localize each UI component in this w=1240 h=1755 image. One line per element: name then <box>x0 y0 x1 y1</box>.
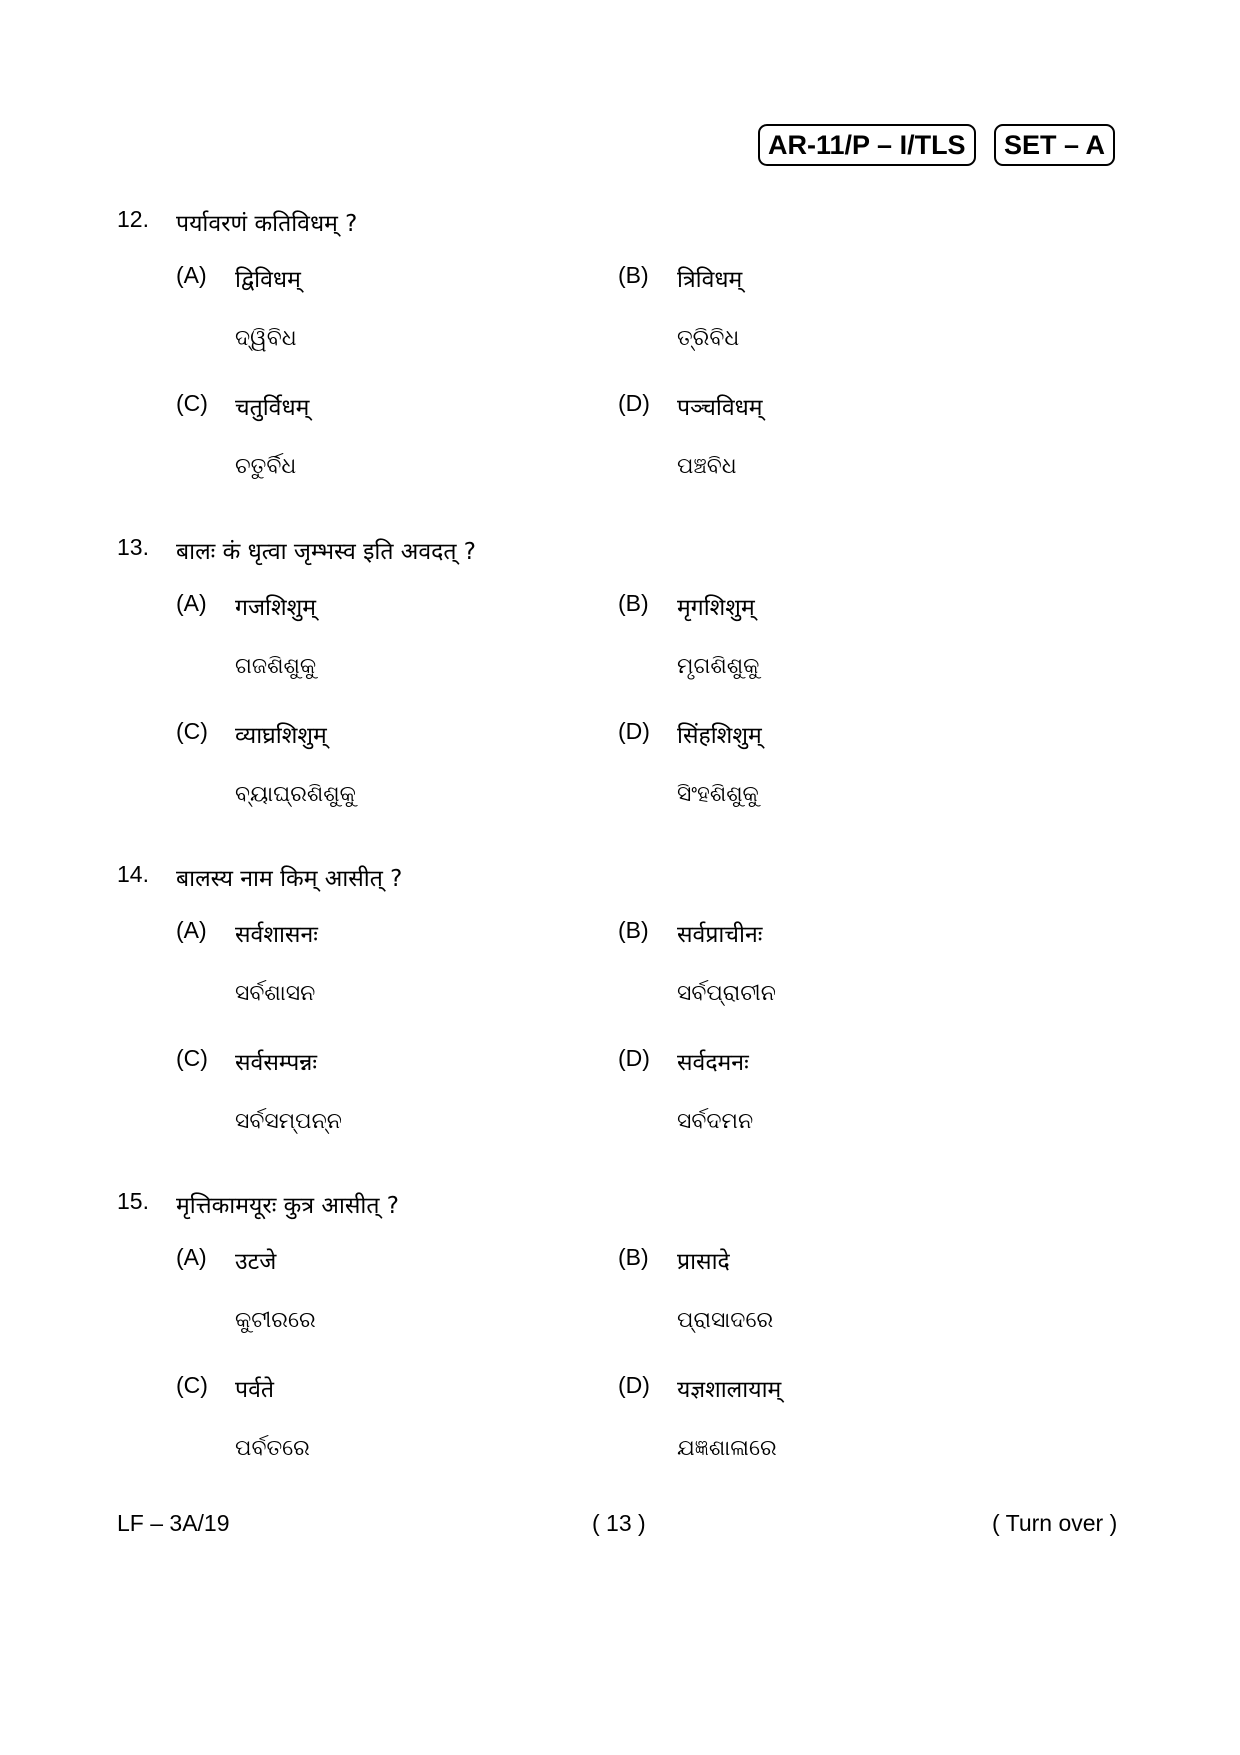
option-odia: ସର୍ବଶାସନ <box>235 981 316 1006</box>
option-odia: ସର୍ବଦମନ <box>677 1109 754 1134</box>
question-number: 13. <box>117 534 149 560</box>
option-odia: ସିଂହଶିଶୁକୁ <box>677 782 759 807</box>
option-c <box>176 1045 596 1145</box>
option-d <box>618 1372 1038 1472</box>
option-label: (B) <box>618 590 649 616</box>
option-sanskrit: प्रासादे <box>677 1249 730 1275</box>
option-c <box>176 718 596 818</box>
option-label: (A) <box>176 262 207 288</box>
option-odia: କୁଟୀରରେ <box>235 1308 316 1333</box>
option-a <box>176 917 596 1017</box>
option-label: (C) <box>176 1372 208 1398</box>
option-sanskrit: गजशिशुम् <box>235 595 317 621</box>
option-label: (D) <box>618 718 650 744</box>
option-b <box>618 590 1038 690</box>
option-odia: ମୃଗଶିଶୁକୁ <box>677 654 760 679</box>
option-label: (B) <box>618 1244 649 1270</box>
question-number: 12. <box>117 206 149 232</box>
option-label: (C) <box>176 390 208 416</box>
option-odia: ତ୍ରିବିଧ <box>677 326 740 351</box>
page-number: ( 13 ) <box>592 1510 646 1536</box>
question-text: पर्यावरणं कतिविधम् ? <box>176 211 358 237</box>
option-odia: ଦ୍ୱିବିଧ <box>235 326 297 351</box>
set-code-box: SET – A <box>994 124 1115 166</box>
question-13 <box>0 534 1240 859</box>
option-a <box>176 262 596 362</box>
option-label: (A) <box>176 590 207 616</box>
option-sanskrit: त्रिविधम् <box>677 267 743 293</box>
question-12 <box>0 206 1240 531</box>
question-number: 15. <box>117 1188 149 1214</box>
question-number: 14. <box>117 861 149 887</box>
option-label: (B) <box>618 917 649 943</box>
option-sanskrit: मृगशिशुम् <box>677 595 755 621</box>
option-d <box>618 1045 1038 1145</box>
option-b <box>618 917 1038 1017</box>
option-label: (C) <box>176 718 208 744</box>
option-sanskrit: यज्ञशालायाम् <box>677 1377 782 1403</box>
option-odia: ସର୍ବପ୍ରାଚୀନ <box>677 981 776 1006</box>
option-c <box>176 390 596 490</box>
option-label: (D) <box>618 390 650 416</box>
option-odia: ଗଜଶିଶୁକୁ <box>235 654 317 679</box>
option-odia: ସର୍ବସମ୍ପନ୍ନ <box>235 1109 342 1134</box>
question-text: मृत्तिकामयूरः कुत्र आसीत् ? <box>176 1193 399 1219</box>
option-d <box>618 390 1038 490</box>
question-15 <box>0 1188 1240 1513</box>
option-odia: ବ୍ୟାଘ୍ରଶିଶୁକୁ <box>235 782 356 807</box>
option-label: (A) <box>176 1244 207 1270</box>
option-label: (D) <box>618 1372 650 1398</box>
turn-over-note: ( Turn over ) <box>992 1510 1118 1536</box>
option-a <box>176 590 596 690</box>
option-a <box>176 1244 596 1344</box>
option-odia: ଯଜ୍ଞଶାଳାରେ <box>677 1436 777 1461</box>
option-odia: ଚତୁର୍ବିଧ <box>235 454 297 479</box>
option-sanskrit: उटजे <box>235 1249 277 1275</box>
option-sanskrit: चतुर्विधम् <box>235 395 310 421</box>
option-sanskrit: पर्वते <box>235 1377 274 1403</box>
option-sanskrit: सर्वशासनः <box>235 922 318 948</box>
question-text: बालः कं धृत्वा जृम्भस्व इति अवदत् ? <box>176 539 476 565</box>
option-sanskrit: द्विविधम् <box>235 267 301 293</box>
option-b <box>618 1244 1038 1344</box>
option-sanskrit: व्याघ्रशिशुम् <box>235 723 327 749</box>
option-sanskrit: सर्वदमनः <box>677 1050 749 1076</box>
question-text: बालस्य नाम किम् आसीत् ? <box>176 866 403 892</box>
option-b <box>618 262 1038 362</box>
option-sanskrit: पञ्चविधम् <box>677 395 763 421</box>
option-odia: ପଞ୍ଚବିଧ <box>677 454 737 479</box>
option-label: (B) <box>618 262 649 288</box>
paper-code-box: AR-11/P – I/TLS <box>758 124 976 166</box>
option-odia: ପର୍ବତରେ <box>235 1436 310 1461</box>
option-odia: ପ୍ରାସାଦରେ <box>677 1308 774 1333</box>
option-d <box>618 718 1038 818</box>
footer-code: LF – 3A/19 <box>117 1510 230 1536</box>
option-label: (A) <box>176 917 207 943</box>
question-14 <box>0 861 1240 1186</box>
option-sanskrit: सिंहशिशुम् <box>677 723 762 749</box>
option-label: (C) <box>176 1045 208 1071</box>
option-sanskrit: सर्वप्राचीनः <box>677 922 763 948</box>
option-label: (D) <box>618 1045 650 1071</box>
option-sanskrit: सर्वसम्पन्नः <box>235 1050 318 1076</box>
option-c <box>176 1372 596 1472</box>
